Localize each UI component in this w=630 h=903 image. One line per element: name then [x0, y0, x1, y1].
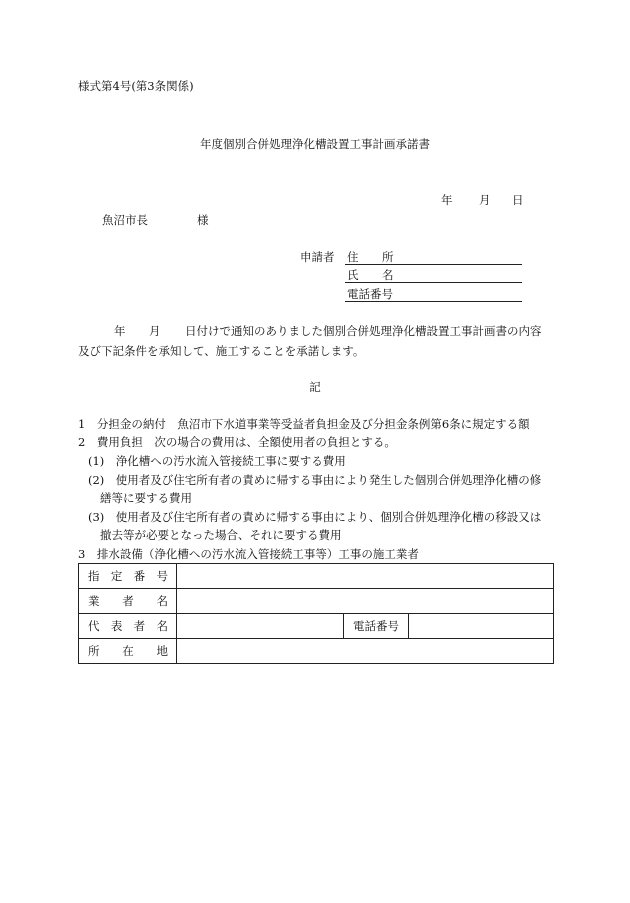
- document-title: 年度個別合併処理浄化槽設置工事計画承諾書: [200, 137, 430, 151]
- body-line-2: 及び下記条件を承知して、施工することを承諾します。: [78, 344, 365, 358]
- company-name-label: [79, 589, 177, 614]
- table-row-representative: [79, 614, 554, 639]
- representative-value[interactable]: [177, 614, 344, 639]
- phone-label: 電話番号: [347, 287, 393, 301]
- company-name-char: 名: [156, 594, 168, 608]
- condition-sub-2-line-1: (2) 使用者及び住宅所有者の責めに帰する事由により発生した個別合併処理浄化槽の修: [88, 473, 542, 487]
- date-month: 月: [479, 193, 491, 207]
- condition-sub-3-line-2: 撤去等が必要となった場合、それに要する費用: [100, 528, 342, 542]
- name-label-char-2: 名: [382, 268, 394, 282]
- designation-number-char: 号: [156, 569, 168, 583]
- representative-char: 名: [156, 619, 168, 633]
- designation-number-char: 指: [88, 569, 100, 583]
- location-char: 地: [156, 644, 168, 658]
- form-number: 様式第4号(第3条関係): [78, 79, 194, 93]
- name-label-char-1: 氏: [347, 268, 359, 282]
- table-row-company-name: [79, 589, 554, 614]
- address-label-char-1: 住: [347, 250, 359, 264]
- body-year: 年: [114, 324, 126, 338]
- location-label: [79, 639, 177, 664]
- designation-number-char: 番: [133, 569, 146, 583]
- representative-char: 者: [133, 619, 146, 633]
- representative-char: 代: [88, 619, 100, 633]
- location-char: 在: [122, 644, 134, 658]
- condition-sub-3-line-1: (3) 使用者及び住宅所有者の責めに帰する事由により、個別合併処理浄化槽の移設又は: [88, 510, 542, 524]
- applicant-label: 申請者: [300, 250, 335, 264]
- date-year: 年: [441, 193, 453, 207]
- address-underline: [345, 264, 522, 265]
- designation-number-char: 定: [110, 569, 123, 583]
- table-row-designation-number: [79, 564, 554, 589]
- representative-label: [79, 614, 177, 639]
- company-name-char: 業: [88, 594, 100, 608]
- contractor-phone-label: 電話番号: [344, 614, 409, 639]
- representative-char: 表: [110, 619, 123, 633]
- ki-heading: 記: [309, 380, 321, 394]
- condition-item-2: 2 費用負担 次の場合の費用は、全額使用者の負担とする。: [78, 435, 396, 449]
- designation-number-label: [79, 564, 177, 589]
- date-day: 日: [512, 193, 524, 207]
- address-label-char-2: 所: [382, 250, 394, 264]
- company-name-value[interactable]: [177, 589, 554, 614]
- table-row-location: [79, 639, 554, 664]
- addressee-honorific: 様: [197, 213, 209, 227]
- phone-underline: [345, 301, 522, 302]
- designation-number-value[interactable]: [177, 564, 554, 589]
- condition-sub-2-line-2: 繕等に要する費用: [100, 491, 192, 505]
- contractor-phone-value[interactable]: [409, 614, 554, 639]
- addressee-name: 魚沼市長: [102, 213, 148, 227]
- location-char: 所: [88, 644, 100, 658]
- body-line-1: 日付けで通知のありました個別合併処理浄化槽設置工事計画書の内容: [185, 324, 542, 338]
- contractor-table: [78, 563, 554, 664]
- condition-item-3: 3 排水設備（浄化槽への汚水流入管接続工事等）工事の施工業者: [78, 547, 419, 561]
- name-underline: [345, 282, 522, 283]
- condition-sub-1: (1) 浄化槽への汚水流入管接続工事に要する費用: [88, 454, 346, 468]
- company-name-char: 者: [122, 594, 134, 608]
- body-month: 月: [149, 324, 161, 338]
- condition-item-1: 1 分担金の納付 魚沼市下水道事業等受益者負担金及び分担金条例第6条に規定する額: [78, 417, 530, 431]
- location-value[interactable]: [177, 639, 554, 664]
